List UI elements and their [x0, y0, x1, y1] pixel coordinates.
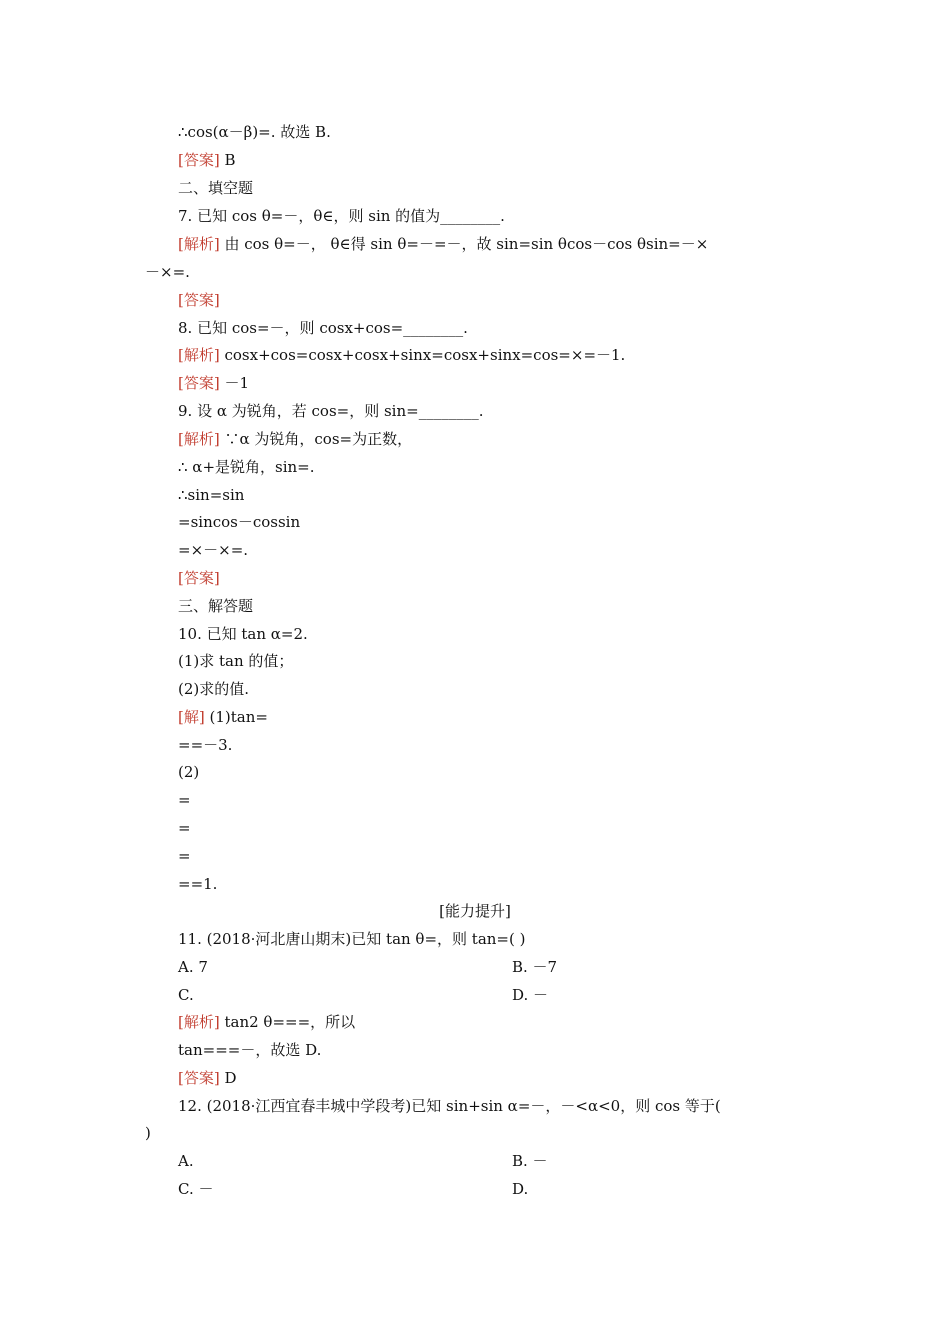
text-line: －×=.	[145, 263, 190, 281]
option-b: B. －	[512, 1152, 548, 1170]
option-d: D.	[512, 1180, 529, 1198]
text-line: (2)求的值.	[178, 680, 250, 698]
section-heading: 二、填空题	[178, 179, 254, 197]
question-9: 9. 设 α 为锐角，若 cos=，则 sin=________.	[178, 402, 484, 420]
option-b: B. －7	[512, 958, 558, 976]
option-d: D. －	[512, 986, 549, 1004]
text-line: (1)求 tan 的值；	[178, 652, 294, 670]
question-10: 10. 已知 tan α=2.	[178, 625, 308, 643]
text-line: =	[178, 819, 191, 837]
text-line: ==1.	[178, 875, 218, 893]
question-12-stem-end: )	[145, 1124, 151, 1142]
text-line: =×－×=.	[178, 541, 249, 559]
answer-line: [答案]	[178, 569, 220, 587]
text-line: tan===－，故选 D.	[178, 1041, 322, 1059]
option-a: A.	[178, 1152, 194, 1170]
section-heading: 三、解答题	[178, 597, 254, 615]
question-8: 8. 已知 cos=－，则 cosx+cos=________.	[178, 319, 468, 337]
text-line: =	[178, 847, 191, 865]
question-11-stem: 11. (2018·河北唐山期末)已知 tan θ=，则 tan=( )	[178, 930, 526, 948]
answer-line: [答案]	[178, 291, 220, 309]
question-12-stem: 12. (2018·江西宜春丰城中学段考)已知 sin+sin α=－，－<α<0，则 cos 等于(	[178, 1097, 721, 1115]
answer-line: [答案] B	[178, 151, 236, 169]
solution-line: [解] (1)tan=	[178, 708, 268, 726]
text-line: ∴sin=sin	[178, 486, 245, 504]
text-line: ==－3.	[178, 736, 233, 754]
analysis-line: [解析] tan2 θ===，所以	[178, 1013, 356, 1031]
text-line: =	[178, 791, 191, 809]
option-c: C.	[178, 986, 194, 1004]
text-line: ∴cos(α－β)=. 故选 B.	[178, 123, 331, 141]
question-7: 7. 已知 cos θ=－，θ∈，则 sin 的值为________.	[178, 207, 505, 225]
answer-line: [答案] －1	[178, 374, 250, 392]
text-line: =sincos－cossin	[178, 513, 301, 531]
analysis-line: [解析] 由 cos θ=－， θ∈得 sin θ=－=－，故 sin=sin θcos－cos θsin=－×	[178, 235, 709, 253]
section-title: [能力提升]	[439, 902, 511, 920]
option-a: A. 7	[178, 958, 208, 976]
text-line: (2)	[178, 763, 200, 781]
text-line: ∴ α+是锐角，sin=.	[178, 458, 315, 476]
option-c: C. －	[178, 1180, 214, 1198]
answer-line: [答案] D	[178, 1069, 237, 1087]
analysis-line: [解析] cosx+cos=cosx+cosx+sinx=cosx+sinx=cos=×=－1.	[178, 346, 626, 364]
analysis-line: [解析] ∵α 为锐角，cos=为正数，	[178, 430, 413, 448]
